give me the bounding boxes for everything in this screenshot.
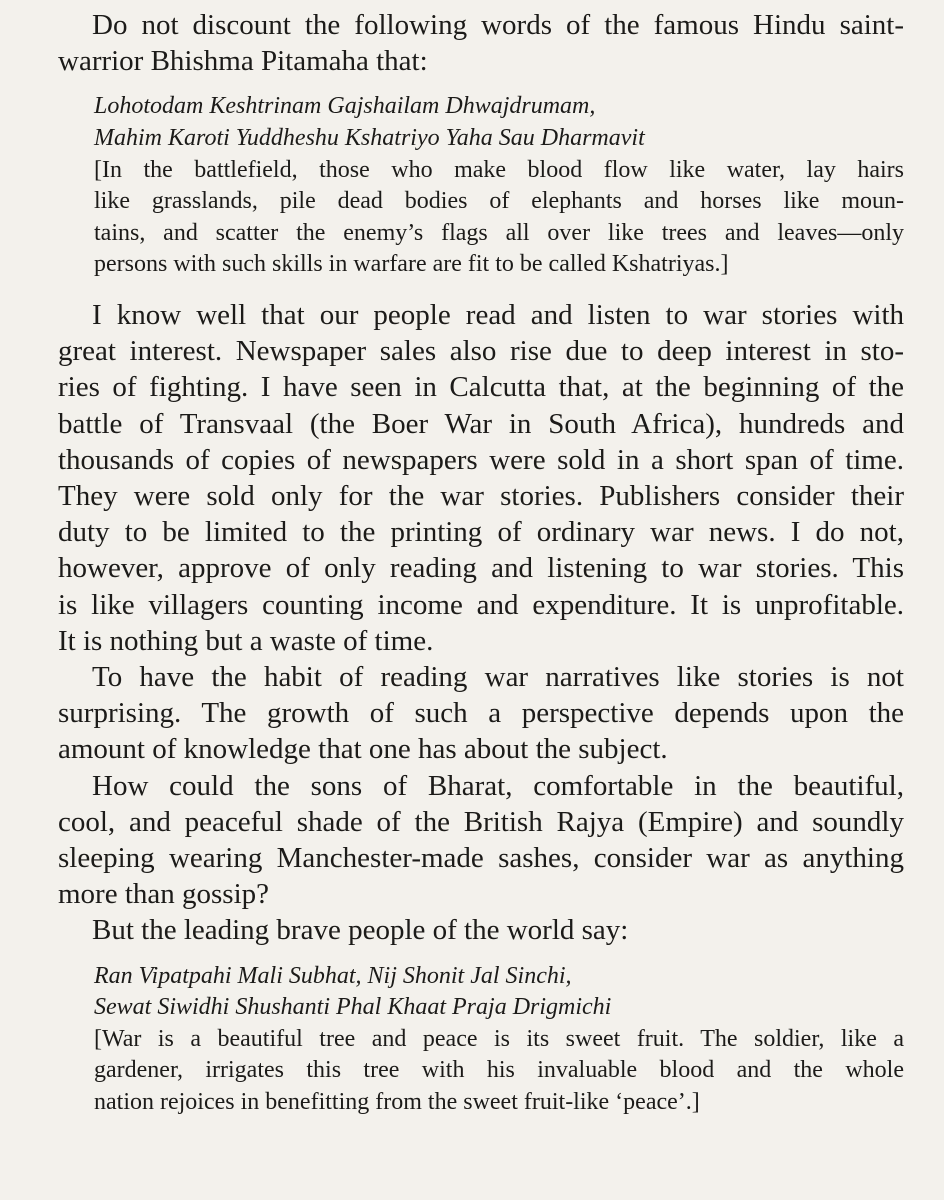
quote-war-tree [94, 961, 904, 1119]
verse-line: Sewat Siwidhi Shushanti Phal Khaat Praja Drigmichi [94, 994, 612, 1021]
text-line: duty to be limited to the printing of ordinary war news. I do not, [58, 516, 904, 549]
translation-line: like grasslands, pile dead bodies of elephants and horses like moun- [94, 188, 904, 215]
text-line: great interest. Newspaper sales also rise due to deep interest in sto- [58, 335, 904, 368]
translation-line: tains, and scatter the enemy’s flags all over like trees and leaves—only [94, 219, 904, 246]
text-line: It is nothing but a waste of time. [58, 624, 434, 657]
verse-line: Mahim Karoti Yuddheshu Kshatriyo Yaha Sau Dharmavit [94, 125, 645, 151]
translation-line: [In the battlefield, those who make blood flow like water, lay hairs [94, 156, 904, 183]
translation-line: persons with such skills in warfare are fit to be called Kshatriyas.] [94, 251, 729, 278]
paragraph-habit [58, 659, 904, 768]
text-line: surprising. The growth of such a perspective depends upon the [58, 697, 904, 730]
text-line: To have the habit of reading war narratives like stories is not [92, 661, 904, 693]
paragraph-brave-people [58, 912, 904, 948]
text-line: But the leading brave people of the world say: [92, 914, 629, 947]
text-line: is like villagers counting income and expenditure. It is unprofitable. [58, 588, 904, 621]
paragraph-bhishma-intro [58, 0, 904, 79]
text-line: cool, and peaceful shade of the British Rajya (Empire) and soundly [58, 805, 904, 838]
text-line: ries of fighting. I have seen in Calcutta that, at the beginning of the [58, 371, 904, 404]
verse-line: Lohotodam Keshtrinam Gajshailam Dhwajdrumam, [94, 93, 596, 120]
text-line: warrior Bhishma Pitamaha that: [58, 45, 428, 78]
text-line: amount of knowledge that one has about the subject. [58, 733, 668, 766]
text-line: more than gossip? [58, 878, 270, 911]
translation-line: gardener, irrigates this tree with his invaluable blood and the whole [94, 1057, 904, 1084]
verse-line: Ran Vipatpahi Mali Subhat, Nij Shonit Jal Sinchi, [94, 962, 572, 989]
paragraph-war-stories [58, 297, 904, 659]
translation-line: nation rejoices in benefitting from the sweet fruit-like ‘peace’.] [94, 1089, 700, 1115]
text-line: I know well that our people read and listen to war stories with [92, 298, 904, 331]
quote-bhishma [94, 91, 904, 281]
paragraph-sons-of-bharat [58, 768, 904, 913]
text-line: however, approve of only reading and listening to war stories. This [58, 552, 904, 585]
text-line: Do not discount the following words of the famous Hindu saint- [92, 9, 904, 41]
text-line: They were sold only for the war stories. Publishers consider their [58, 479, 904, 512]
text-line: battle of Transvaal (the Boer War in South Africa), hundreds and [58, 407, 904, 440]
translation-line: [War is a beautiful tree and peace is its sweet fruit. The soldier, like a [94, 1025, 904, 1052]
text-line: thousands of copies of newspapers were sold in a short span of time. [58, 443, 904, 476]
text-line: How could the sons of Bharat, comfortable in the beautiful, [92, 769, 904, 802]
text-line: sleeping wearing Manchester-made sashes, consider war as anything [58, 842, 904, 875]
